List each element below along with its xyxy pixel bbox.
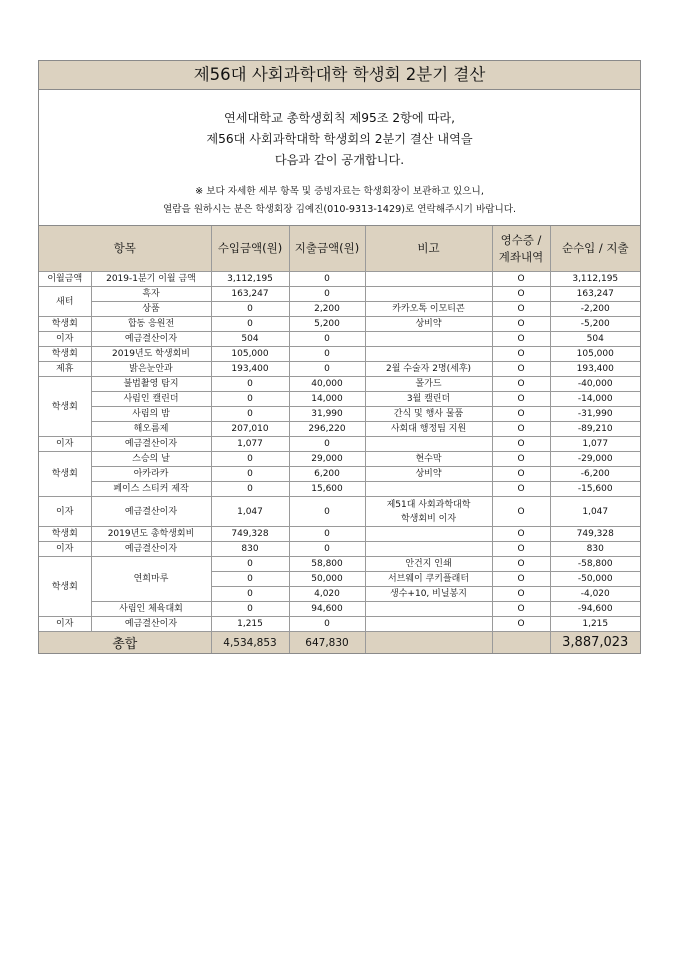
income-cell: 0 [211,392,289,407]
settlement-table [39,226,640,653]
net-cell: 830 [550,542,640,557]
note-cell [365,272,492,287]
category-cell: 학생회 [39,557,91,617]
note-cell: 카카오톡 이모티콘 [365,302,492,317]
expense-cell: 0 [289,542,365,557]
income-cell: 3,112,195 [211,272,289,287]
receipt-cell: O [492,452,550,467]
item-cell: 예금결산이자 [91,332,211,347]
expense-cell: 2,200 [289,302,365,317]
income-cell: 1,077 [211,437,289,452]
category-cell: 이자 [39,497,91,527]
income-cell: 0 [211,602,289,617]
note-cell [365,497,492,527]
expense-cell: 31,990 [289,407,365,422]
net-cell: 163,247 [550,287,640,302]
expense-cell: 50,000 [289,572,365,587]
expense-cell: 0 [289,332,365,347]
income-cell: 0 [211,407,289,422]
receipt-cell: O [492,362,550,377]
income-cell: 0 [211,317,289,332]
receipt-cell: O [492,437,550,452]
net-cell: 504 [550,332,640,347]
receipt-cell: O [492,617,550,632]
item-cell: 2019년도 학생회비 [91,347,211,362]
header-net: 순수입 / 지출 [550,226,640,272]
header-item: 항목 [39,226,211,272]
receipt-cell: O [492,407,550,422]
table-row [39,527,640,542]
income-cell: 830 [211,542,289,557]
receipt-cell: O [492,332,550,347]
receipt-cell: O [492,467,550,482]
note-cell [365,527,492,542]
table-row [39,347,640,362]
header-income: 수입금액(원) [211,226,289,272]
note-line: 학생회비 이자 [400,513,457,524]
receipt-cell: O [492,302,550,317]
intro-section [39,90,640,226]
note-cell: 안건지 인쇄 [365,557,492,572]
total-income: 4,534,853 [211,632,289,654]
table-row [39,362,640,377]
category-cell: 학생회 [39,317,91,332]
category-cell: 새터 [39,287,91,317]
receipt-cell: O [492,527,550,542]
category-cell: 학생회 [39,527,91,542]
table-row [39,482,640,497]
intro-line: 연세대학교 총학생회칙 제95조 2항에 따라, [223,111,455,125]
expense-cell: 0 [289,617,365,632]
net-cell: -15,600 [550,482,640,497]
table-row [39,272,640,287]
receipt-cell: O [492,542,550,557]
category-cell: 이월금액 [39,272,91,287]
table-row [39,317,640,332]
category-cell: 이자 [39,332,91,347]
note-cell [365,347,492,362]
item-cell: 예금결산이자 [91,617,211,632]
expense-cell: 0 [289,527,365,542]
expense-cell: 40,000 [289,377,365,392]
receipt-cell: O [492,557,550,572]
net-cell: 1,047 [550,497,640,527]
table-row [39,497,640,527]
expense-cell: 58,800 [289,557,365,572]
item-cell: 스승의 날 [91,452,211,467]
note-line: 제51대 사회과학대학 [386,499,471,510]
table-row [39,542,640,557]
item-cell: 흑자 [91,287,211,302]
receipt-cell: O [492,497,550,527]
net-cell: 1,077 [550,437,640,452]
header-receipt [492,226,550,272]
table-row [39,617,640,632]
note-cell [365,287,492,302]
receipt-cell: O [492,602,550,617]
receipt-cell: O [492,587,550,602]
expense-cell: 0 [289,437,365,452]
total-label: 총합 [39,632,211,654]
document-title: 제56대 사회과학대학 학생회 2분기 결산 [39,61,640,90]
header-expense: 지출금액(원) [289,226,365,272]
item-cell: 사림인 체육대회 [91,602,211,617]
note-cell [365,437,492,452]
receipt-cell: O [492,287,550,302]
expense-cell: 0 [289,347,365,362]
note-cell: 상비약 [365,467,492,482]
item-cell: 밝은눈안과 [91,362,211,377]
net-cell: 1,215 [550,617,640,632]
note-cell [365,602,492,617]
receipt-cell: O [492,377,550,392]
expense-cell: 296,220 [289,422,365,437]
table-row [39,377,640,392]
item-cell: 합동 응원전 [91,317,211,332]
table-row [39,302,640,317]
expense-cell: 0 [289,272,365,287]
table-row [39,332,640,347]
table-row [39,452,640,467]
expense-cell: 0 [289,362,365,377]
settlement-document [38,60,641,654]
net-cell: -6,200 [550,467,640,482]
item-cell: 2019-1분기 이월 금액 [91,272,211,287]
note-cell: 생수+10, 비닐봉지 [365,587,492,602]
total-net: 3,887,023 [550,632,640,654]
receipt-cell: O [492,482,550,497]
expense-cell: 4,020 [289,587,365,602]
item-cell: 불법촬영 탐지 [91,377,211,392]
total-receipt-empty [492,632,550,654]
receipt-cell: O [492,347,550,362]
net-cell: -58,800 [550,557,640,572]
category-cell: 이자 [39,437,91,452]
note-cell [365,482,492,497]
item-cell: 예금결산이자 [91,542,211,557]
intro-line: 다음과 같이 공개합니다. [274,153,405,167]
receipt-cell: O [492,572,550,587]
item-cell: 아카라카 [91,467,211,482]
note-cell: 현수막 [365,452,492,467]
item-cell: 해오름제 [91,422,211,437]
header-receipt-line: 계좌내역 [498,249,544,264]
net-cell: 193,400 [550,362,640,377]
income-cell: 207,010 [211,422,289,437]
category-cell: 학생회 [39,347,91,362]
note-cell: 상비약 [365,317,492,332]
net-cell: -40,000 [550,377,640,392]
net-cell: -14,000 [550,392,640,407]
intro-line: 제56대 사회과학대학 학생회의 2분기 결산 내역을 [206,132,473,146]
note-cell: 서브웨이 쿠키플래터 [365,572,492,587]
note-cell: 간식 및 행사 물품 [365,407,492,422]
note-cell: 3월 캘린더 [365,392,492,407]
net-cell: -50,000 [550,572,640,587]
net-cell: 749,328 [550,527,640,542]
note-cell [365,542,492,557]
header-receipt-line: 영수증 / [500,232,542,247]
expense-cell: 29,000 [289,452,365,467]
net-cell: -31,990 [550,407,640,422]
income-cell: 0 [211,557,289,572]
receipt-cell: O [492,392,550,407]
category-cell: 이자 [39,617,91,632]
expense-cell: 15,600 [289,482,365,497]
receipt-cell: O [492,272,550,287]
net-cell: 3,112,195 [550,272,640,287]
income-cell: 1,047 [211,497,289,527]
note-cell: 몰가드 [365,377,492,392]
expense-cell: 14,000 [289,392,365,407]
income-cell: 0 [211,587,289,602]
note-cell [365,617,492,632]
category-cell: 제휴 [39,362,91,377]
table-header-row [39,226,640,272]
net-cell: -5,200 [550,317,640,332]
receipt-cell: O [492,422,550,437]
income-cell: 163,247 [211,287,289,302]
intro-note: ※ 보다 자세한 세부 항목 및 증빙자료는 학생회장이 보관하고 있으니, [195,186,484,197]
expense-cell: 5,200 [289,317,365,332]
item-cell: 페이스 스티커 제작 [91,482,211,497]
total-note-empty [365,632,492,654]
income-cell: 0 [211,452,289,467]
category-cell: 학생회 [39,377,91,437]
receipt-cell: O [492,317,550,332]
category-cell: 이자 [39,542,91,557]
income-cell: 0 [211,482,289,497]
table-row [39,287,640,302]
intro-note: 열람을 원하시는 분은 학생회장 김예진(010-9313-1429)로 연락해주시기 바랍니다. [162,204,517,215]
total-expense: 647,830 [289,632,365,654]
income-cell: 193,400 [211,362,289,377]
expense-cell: 94,600 [289,602,365,617]
item-cell: 예금결산이자 [91,437,211,452]
item-cell: 연희마루 [91,557,211,602]
total-row [39,632,640,654]
net-cell: -2,200 [550,302,640,317]
expense-cell: 6,200 [289,467,365,482]
table-row [39,422,640,437]
note-cell: 2월 수술자 2명(세후) [365,362,492,377]
table-row [39,557,640,572]
table-row [39,392,640,407]
item-cell: 상품 [91,302,211,317]
table-row [39,437,640,452]
income-cell: 749,328 [211,527,289,542]
net-cell: -4,020 [550,587,640,602]
net-cell: -29,000 [550,452,640,467]
table-row [39,467,640,482]
expense-cell: 0 [289,287,365,302]
note-cell [365,332,492,347]
net-cell: 105,000 [550,347,640,362]
item-cell: 사림의 밤 [91,407,211,422]
net-cell: -89,210 [550,422,640,437]
income-cell: 105,000 [211,347,289,362]
note-cell: 사회대 행정팀 지원 [365,422,492,437]
net-cell: -94,600 [550,602,640,617]
header-note: 비고 [365,226,492,272]
item-cell: 사림인 캘린더 [91,392,211,407]
item-cell: 예금결산이자 [91,497,211,527]
expense-cell: 0 [289,497,365,527]
income-cell: 504 [211,332,289,347]
category-cell: 학생회 [39,452,91,497]
table-row [39,602,640,617]
income-cell: 1,215 [211,617,289,632]
income-cell: 0 [211,572,289,587]
income-cell: 0 [211,302,289,317]
table-row [39,407,640,422]
income-cell: 0 [211,467,289,482]
item-cell: 2019년도 총학생회비 [91,527,211,542]
income-cell: 0 [211,377,289,392]
